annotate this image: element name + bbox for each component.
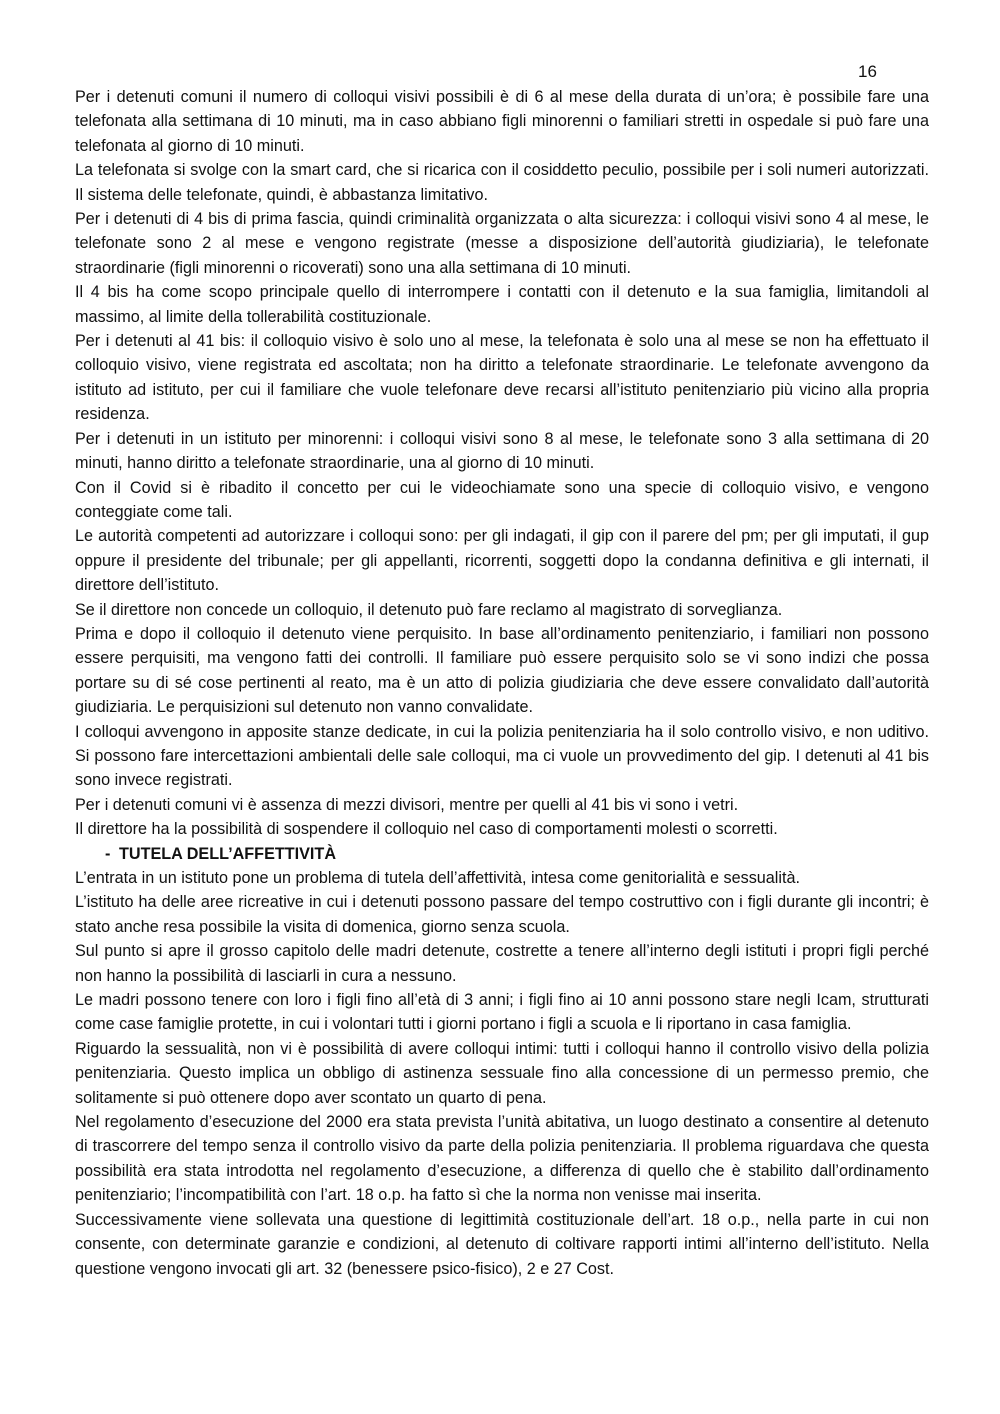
paragraph: L’istituto ha delle aree ricreative in cui i detenuti possono passare del tempo costruttivo con i figli durante gli incontri; è stato anche resa possibile la visita di domenica, giorno senza scuola.	[75, 893, 929, 936]
paragraph: Per i detenuti comuni il numero di colloqui visivi possibili è di 6 al mese della durata di un’ora; è possibile fare una telefonata alla settimana di 10 minuti, ma in caso abbiano figli minorenni o familiari stretti in ospedale si può fare una telefonata al giorno di 10 minuti.	[75, 88, 929, 155]
paragraph: Per i detenuti comuni vi è assenza di mezzi divisori, mentre per quelli al 41 bis vi sono i vetri.	[75, 795, 739, 814]
paragraph: Per i detenuti al 41 bis: il colloquio visivo è solo uno al mese, la telefonata è solo una al mese se non ha effettuato il colloquio visivo, viene registrata ed ascoltata; non ha diritto a telefonate straordinarie. Le telefonate avvengono da istituto ad istituto, per cui il familiare che vuole telefonare deve recarsi all’istituto penitenziario più vicino alla propria residenza.	[75, 332, 929, 424]
paragraph: Sul punto si apre il grosso capitolo delle madri detenute, costrette a tenere all’interno degli istituti i propri figli perché non hanno la possibilità di lasciarli in cura a nessuno.	[75, 942, 929, 985]
paragraph: Prima e dopo il colloquio il detenuto viene perquisito. In base all’ordinamento penitenziario, i familiari non possono essere perquisiti, ma vengono fatti dei controlli. Il familiare può essere perquisito solo se vi sono indizi che possa portare su di sé cose pertinenti al reato, ma è un atto di polizia giudiziaria che deve essere convalidato dall’autorità giudiziaria. Le perquisizioni sul detenuto non vanno convalidate.	[75, 624, 929, 717]
paragraph: I colloqui avvengono in apposite stanze dedicate, in cui la polizia penitenziaria ha il solo controllo visivo, e non uditivo. Si possono fare intercettazioni ambientali delle sale colloqui, ma ci vuole un provvedimento del gip. I detenuti al 41 bis sono invece registrati.	[75, 722, 929, 790]
paragraph: Riguardo la sessualità, non vi è possibilità di avere colloqui intimi: tutti i colloqui hanno il controllo visivo della polizia penitenziaria. Questo implica un obbligo di astinenza sessuale fino alla concessione di un permesso premio, che solitamente si può ottenere dopo aver scontato un quarto di pena.	[75, 1039, 929, 1107]
document-body	[75, 85, 929, 1281]
heading-bullet: -	[105, 844, 111, 863]
paragraph: Successivamente viene sollevata una questione di legittimità costituzionale dell’art. 18 o.p., nella parte in cui non consente, con determinate garanzie e condizioni, al detenuto di coltivare rapporti intimi all’interno dell’istituto. Nella questione vengono invocati gli art. 32 (benessere psico-fisico), 2 e 27 Cost.	[75, 1210, 929, 1278]
paragraph: Le madri possono tenere con loro i figli fino all’età di 3 anni; i figli fino ai 10 anni possono stare negli Icam, strutturati come case famiglie protette, in cui i volontari tutti i giorni portano i figli a scuola e li riportano in casa famiglia.	[75, 991, 929, 1034]
paragraph: Il direttore ha la possibilità di sospendere il colloquio nel caso di comportamenti molesti o scorretti.	[75, 820, 778, 839]
paragraph: Il 4 bis ha come scopo principale quello di interrompere i contatti con il detenuto e la sua famiglia, limitandoli al massimo, al limite della tollerabilità costituzionale.	[75, 283, 929, 326]
paragraph: Per i detenuti di 4 bis di prima fascia, quindi criminalità organizzata o alta sicurezza: i colloqui visivi sono 4 al mese, le telefonate sono 2 al mese e vengono registrate (messe a disposizione dell’autorità giudiziaria), le telefonate straordinarie (figli minorenni o ricoverati) sono una alla settimana di 10 minuti.	[75, 210, 929, 277]
page-number: 16	[858, 62, 877, 81]
heading-text: TUTELA DELL’AFFETTIVITÀ	[119, 844, 337, 863]
paragraph: L’entrata in un istituto pone un problema di tutela dell’affettività, intesa come genitorialità e sessualità.	[75, 869, 800, 887]
paragraph: Per i detenuti in un istituto per minorenni: i colloqui visivi sono 8 al mese, le telefonate sono 3 alla settimana di 20 minuti, hanno diritto a telefonate straordinarie, una al giorno di 10 minuti.	[75, 429, 929, 473]
paragraph: Nel regolamento d’esecuzione del 2000 era stata prevista l’unità abitativa, un luogo destinato a consentire al detenuto di trascorrere del tempo senza il controllo visivo da parte della polizia penitenziaria. Il problema riguardava che questa possibilità era stata introdotta nel regolamento d’esecuzione, a differenza di quello che è stabilito dall’ordinamento penitenziario; l’incompatibilità con l’art. 18 o.p. ha fatto sì che la norma non venisse mai inserita.	[75, 1113, 929, 1205]
paragraph: Se il direttore non concede un colloquio, il detenuto può fare reclamo al magistrato di sorveglianza.	[75, 600, 783, 619]
section-heading	[75, 842, 929, 866]
paragraph: Con il Covid si è ribadito il concetto per cui le videochiamate sono una specie di colloquio visivo, e vengono conteggiate come tali.	[75, 478, 929, 521]
paragraph: La telefonata si svolge con la smart card, che si ricarica con il cosiddetto peculio, possibile per i soli numeri autorizzati. Il sistema delle telefonate, quindi, è abbastanza limitativo.	[75, 161, 929, 204]
paragraph: Le autorità competenti ad autorizzare i colloqui sono: per gli indagati, il gip con il parere del pm; per gli imputati, il gup oppure il presidente del tribunale; per gli appellanti, ricorrenti, soggetti dopo la condanna definitiva e gli internati, il direttore dell’istituto.	[75, 527, 929, 595]
